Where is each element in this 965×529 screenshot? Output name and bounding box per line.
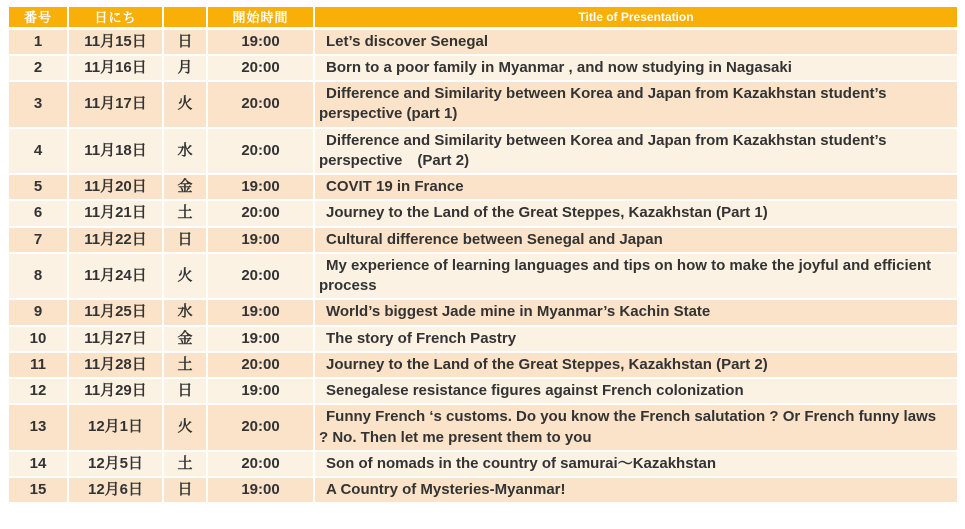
- table-row: [8, 326, 958, 352]
- cell-day: 水: [163, 299, 207, 325]
- cell-date: 11月20日: [68, 174, 163, 200]
- header-day: [163, 6, 207, 28]
- cell-time: 20:00: [207, 253, 314, 300]
- header-date: 日にち: [68, 6, 163, 28]
- table-row: [8, 227, 958, 253]
- cell-time: 19:00: [207, 299, 314, 325]
- cell-time: 19:00: [207, 28, 314, 55]
- cell-number: 9: [8, 299, 68, 325]
- table-row: [8, 477, 958, 503]
- cell-day: 土: [163, 352, 207, 378]
- cell-day: 月: [163, 55, 207, 81]
- cell-title: Let’s discover Senegal: [314, 28, 958, 55]
- table-row: [8, 28, 958, 55]
- cell-time: 19:00: [207, 227, 314, 253]
- cell-number: 11: [8, 352, 68, 378]
- cell-number: 4: [8, 128, 68, 175]
- cell-title: Funny French ‘s customs. Do you know the French salutation ? Or French funny laws ? No. Then let me present them to you: [314, 404, 958, 451]
- table-row: [8, 299, 958, 325]
- cell-time: 20:00: [207, 404, 314, 451]
- cell-number: 15: [8, 477, 68, 503]
- cell-time: 20:00: [207, 352, 314, 378]
- cell-title: Difference and Similarity between Korea and Japan from Kazakhstan student’s perspective (Part 2): [314, 128, 958, 175]
- cell-date: 11月25日: [68, 299, 163, 325]
- header-title: Title of Presentation: [314, 6, 958, 28]
- cell-day: 日: [163, 28, 207, 55]
- cell-date: 12月1日: [68, 404, 163, 451]
- cell-title: A Country of Mysteries-Myanmar!: [314, 477, 958, 503]
- presentation-schedule-table: [7, 5, 959, 504]
- table-row: [8, 253, 958, 300]
- header-number: 番号: [8, 6, 68, 28]
- table-row: [8, 352, 958, 378]
- cell-date: 11月28日: [68, 352, 163, 378]
- cell-number: 8: [8, 253, 68, 300]
- cell-title: Son of nomads in the country of samurai～Kazakhstan: [314, 451, 958, 477]
- cell-date: 11月22日: [68, 227, 163, 253]
- cell-date: 11月17日: [68, 81, 163, 128]
- cell-title: Born to a poor family in Myanmar , and now studying in Nagasaki: [314, 55, 958, 81]
- cell-time: 20:00: [207, 128, 314, 175]
- cell-number: 13: [8, 404, 68, 451]
- table-row: [8, 55, 958, 81]
- table-row: [8, 200, 958, 226]
- cell-date: 11月18日: [68, 128, 163, 175]
- cell-time: 20:00: [207, 55, 314, 81]
- table-row: [8, 128, 958, 175]
- cell-title: World’s biggest Jade mine in Myanmar’s Kachin State: [314, 299, 958, 325]
- table-row: [8, 174, 958, 200]
- header-time: 開始時間: [207, 6, 314, 28]
- cell-date: 11月27日: [68, 326, 163, 352]
- cell-number: 1: [8, 28, 68, 55]
- header-row: [8, 6, 958, 28]
- cell-number: 7: [8, 227, 68, 253]
- table-row: [8, 81, 958, 128]
- cell-day: 土: [163, 451, 207, 477]
- cell-time: 19:00: [207, 174, 314, 200]
- table-row: [8, 378, 958, 404]
- cell-time: 20:00: [207, 81, 314, 128]
- table-header: [8, 6, 958, 28]
- cell-day: 日: [163, 378, 207, 404]
- cell-title: Journey to the Land of the Great Steppes, Kazakhstan (Part 1): [314, 200, 958, 226]
- cell-time: 20:00: [207, 200, 314, 226]
- cell-time: 20:00: [207, 451, 314, 477]
- cell-day: 水: [163, 128, 207, 175]
- cell-title: Difference and Similarity between Korea and Japan from Kazakhstan student’s perspective (part 1): [314, 81, 958, 128]
- cell-title: COVIT 19 in France: [314, 174, 958, 200]
- cell-day: 火: [163, 253, 207, 300]
- cell-date: 11月15日: [68, 28, 163, 55]
- cell-date: 11月24日: [68, 253, 163, 300]
- cell-day: 火: [163, 81, 207, 128]
- table-row: [8, 404, 958, 451]
- cell-date: 12月5日: [68, 451, 163, 477]
- cell-date: 11月21日: [68, 200, 163, 226]
- cell-number: 12: [8, 378, 68, 404]
- cell-time: 19:00: [207, 378, 314, 404]
- cell-day: 金: [163, 326, 207, 352]
- cell-time: 19:00: [207, 326, 314, 352]
- cell-day: 土: [163, 200, 207, 226]
- cell-date: 11月29日: [68, 378, 163, 404]
- table-row: [8, 451, 958, 477]
- cell-number: 6: [8, 200, 68, 226]
- cell-number: 5: [8, 174, 68, 200]
- cell-day: 日: [163, 477, 207, 503]
- schedule-table-body: [8, 28, 958, 503]
- cell-day: 金: [163, 174, 207, 200]
- cell-number: 14: [8, 451, 68, 477]
- cell-title: My experience of learning languages and tips on how to make the joyful and efficient process: [314, 253, 958, 300]
- cell-number: 3: [8, 81, 68, 128]
- cell-title: The story of French Pastry: [314, 326, 958, 352]
- cell-title: Senegalese resistance figures against French colonization: [314, 378, 958, 404]
- cell-number: 2: [8, 55, 68, 81]
- cell-title: Cultural difference between Senegal and Japan: [314, 227, 958, 253]
- cell-time: 19:00: [207, 477, 314, 503]
- cell-day: 火: [163, 404, 207, 451]
- cell-day: 日: [163, 227, 207, 253]
- cell-date: 12月6日: [68, 477, 163, 503]
- cell-date: 11月16日: [68, 55, 163, 81]
- cell-number: 10: [8, 326, 68, 352]
- cell-title: Journey to the Land of the Great Steppes, Kazakhstan (Part 2): [314, 352, 958, 378]
